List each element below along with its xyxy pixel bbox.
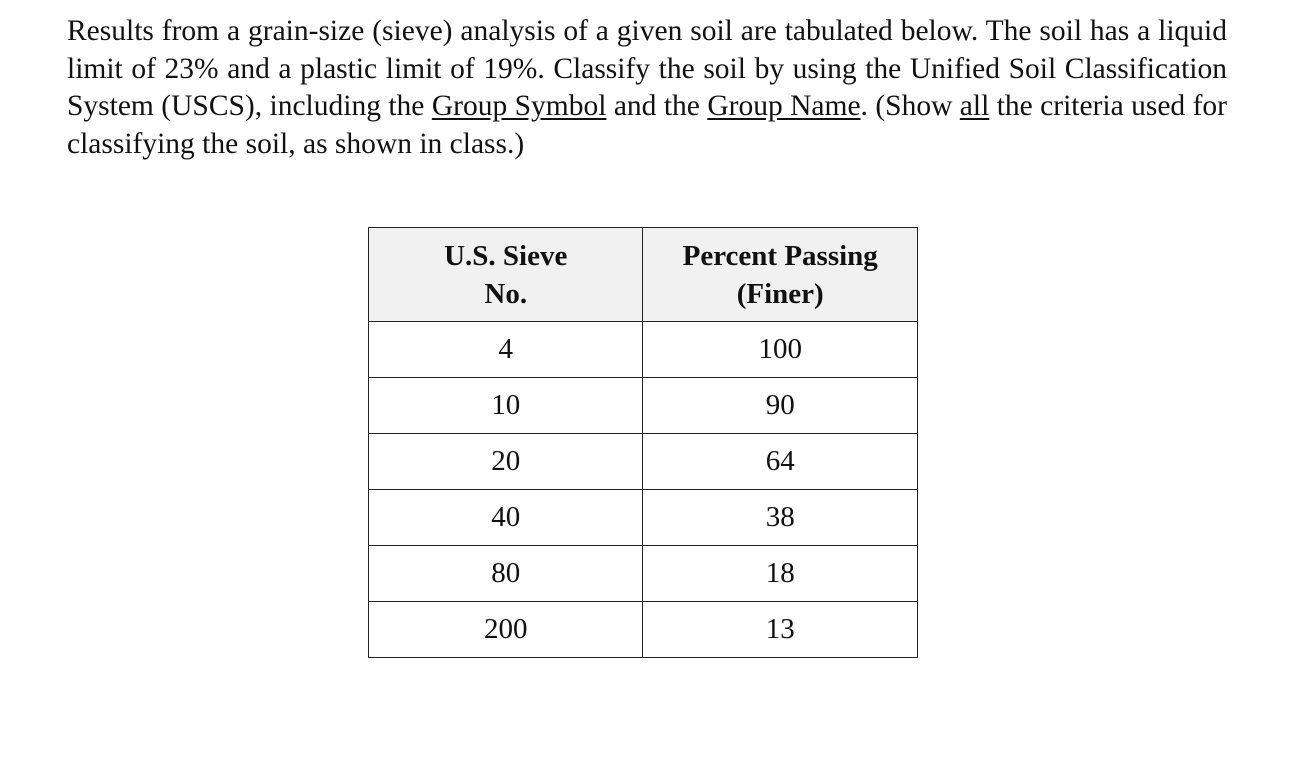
header-pass-line2: (Finer) xyxy=(736,277,824,310)
problem-text-3: . (Show xyxy=(860,90,960,122)
table-row xyxy=(369,490,918,546)
header-percent-passing xyxy=(643,228,918,322)
sieve-cell: 80 xyxy=(369,546,643,602)
group-symbol-underlined: Group Symbol xyxy=(431,90,607,122)
passing-cell: 64 xyxy=(643,434,918,490)
sieve-cell: 40 xyxy=(369,490,643,546)
sieve-cell: 200 xyxy=(369,602,643,658)
header-sieve-no xyxy=(369,228,643,322)
sieve-cell: 4 xyxy=(369,322,643,378)
sieve-analysis-table xyxy=(368,227,918,658)
problem-statement xyxy=(67,13,1227,163)
header-sieve-line1: U.S. Sieve xyxy=(444,239,568,272)
problem-text-1: Results from a grain-size (sieve) analysis of a given soil are tabulated below. The soil has a liquid limit of 23% and a plastic limit of 19%. Classify the soil by using the Unified Soil Classification System (USCS), including the xyxy=(67,15,1227,122)
passing-cell: 18 xyxy=(643,546,918,602)
problem-text-2: and the xyxy=(606,90,708,122)
table-row xyxy=(369,322,918,378)
passing-cell: 13 xyxy=(643,602,918,658)
table-row xyxy=(369,378,918,434)
all-underlined: all xyxy=(959,90,990,122)
table-row xyxy=(369,602,918,658)
header-pass-line1: Percent Passing xyxy=(682,239,878,272)
table-row xyxy=(369,434,918,490)
passing-cell: 90 xyxy=(643,378,918,434)
problem-text-4: the criteria used for classifying the soil, as shown in class.) xyxy=(67,90,1227,160)
group-name-underlined: Group Name xyxy=(707,90,861,122)
sieve-cell: 20 xyxy=(369,434,643,490)
header-sieve-line2: No. xyxy=(484,277,528,310)
passing-cell: 100 xyxy=(643,322,918,378)
table-row xyxy=(369,546,918,602)
sieve-cell: 10 xyxy=(369,378,643,434)
passing-cell: 38 xyxy=(643,490,918,546)
table-header-row xyxy=(369,228,918,322)
